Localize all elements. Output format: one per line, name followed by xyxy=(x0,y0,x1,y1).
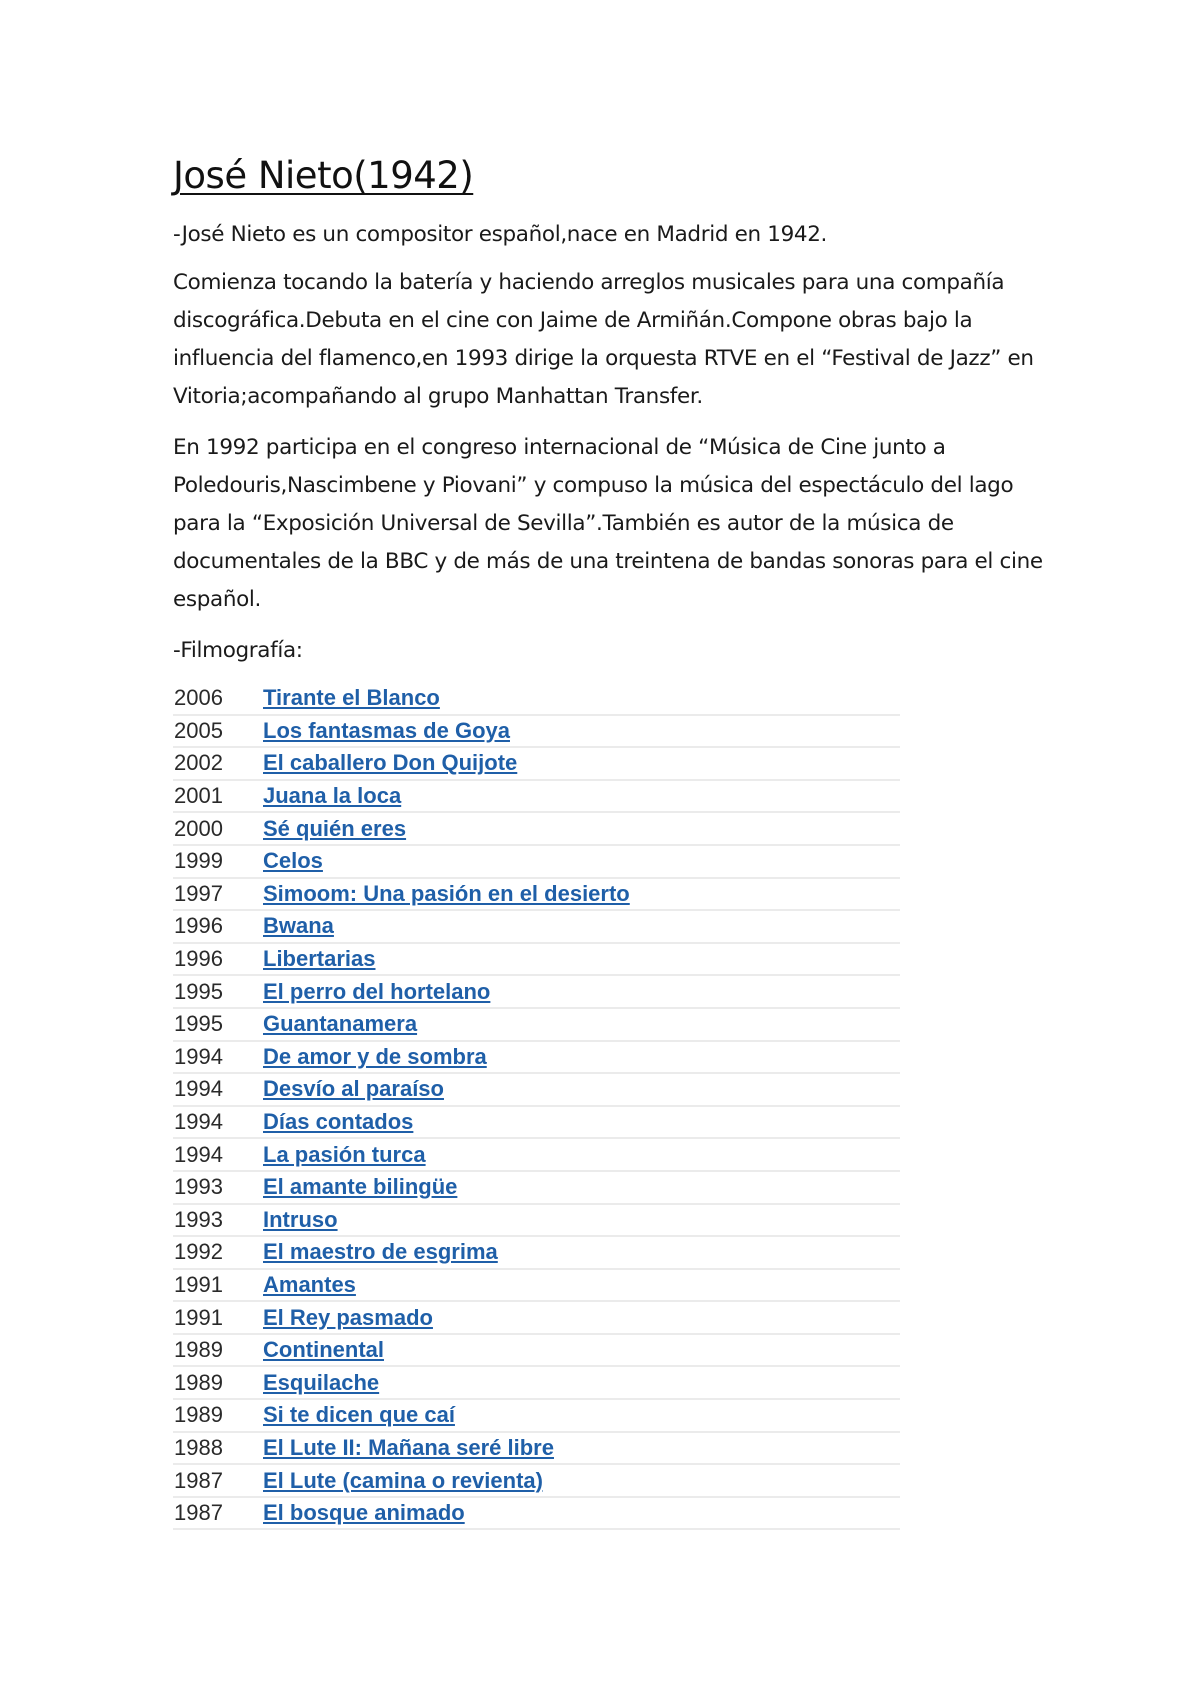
film-year: 1989 xyxy=(174,1402,223,1428)
film-title-link[interactable]: El Lute II: Mañana seré libre xyxy=(263,1434,554,1460)
table-row xyxy=(173,1236,900,1269)
table-row xyxy=(173,878,900,911)
table-row xyxy=(173,780,900,813)
document-title: José Nieto(1942) xyxy=(173,154,474,197)
film-year: 1994 xyxy=(174,1043,223,1069)
table-row xyxy=(173,1073,900,1106)
film-year: 2000 xyxy=(174,815,223,841)
filmography-table xyxy=(173,682,900,1530)
film-year: 1999 xyxy=(174,848,223,874)
table-row xyxy=(173,1366,900,1399)
filmography-list xyxy=(173,682,900,1529)
table-row xyxy=(173,1138,900,1171)
film-title-link[interactable]: Continental xyxy=(263,1337,384,1363)
film-year: 1996 xyxy=(174,946,223,972)
film-title-cell xyxy=(263,910,900,943)
film-title-cell xyxy=(263,1334,900,1367)
film-title-link[interactable]: Tirante el Blanco xyxy=(263,684,440,710)
film-title-link[interactable]: El amante bilingüe xyxy=(263,1174,458,1200)
film-title-cell xyxy=(263,1138,900,1171)
film-title-link[interactable]: El perro del hortelano xyxy=(263,978,491,1004)
film-year: 1993 xyxy=(174,1174,223,1200)
film-year: 1994 xyxy=(174,1076,223,1102)
film-year: 1995 xyxy=(174,978,223,1004)
film-year: 2006 xyxy=(174,684,223,710)
film-title-cell xyxy=(263,1301,900,1334)
film-year: 1992 xyxy=(174,1239,223,1265)
film-title-cell xyxy=(263,1236,900,1269)
paragraph-intro: -José Nieto es un compositor español,nace en Madrid en 1942. xyxy=(173,222,828,247)
film-title-link[interactable]: Amantes xyxy=(263,1271,356,1297)
film-title-link[interactable]: Los fantasmas de Goya xyxy=(263,717,510,743)
film-title-cell xyxy=(263,1269,900,1302)
film-title-link[interactable]: Guantanamera xyxy=(263,1011,418,1037)
film-title-link[interactable]: El maestro de esgrima xyxy=(263,1239,498,1265)
table-row xyxy=(173,975,900,1008)
table-row xyxy=(173,1171,900,1204)
film-title-cell xyxy=(263,812,900,845)
table-row xyxy=(173,1269,900,1302)
film-title-cell xyxy=(263,1497,900,1530)
table-row xyxy=(173,1399,900,1432)
film-title-link[interactable]: Libertarias xyxy=(263,946,376,972)
film-title-link[interactable]: Desvío al paraíso xyxy=(263,1076,444,1102)
film-title-link[interactable]: La pasión turca xyxy=(263,1141,426,1167)
table-row xyxy=(173,1204,900,1237)
table-row xyxy=(173,910,900,943)
film-title-cell xyxy=(263,1041,900,1074)
table-row xyxy=(173,715,900,748)
film-title-link[interactable]: Simoom: Una pasión en el desierto xyxy=(263,880,630,906)
film-title-link[interactable]: Bwana xyxy=(263,913,334,939)
film-year: 2001 xyxy=(174,783,223,809)
film-year: 1987 xyxy=(174,1467,223,1493)
film-title-cell xyxy=(263,1432,900,1465)
film-title-cell xyxy=(263,878,900,911)
table-row xyxy=(173,812,900,845)
film-year: 1989 xyxy=(174,1337,223,1363)
film-title-cell xyxy=(263,975,900,1008)
film-title-cell xyxy=(263,1008,900,1041)
table-row xyxy=(173,747,900,780)
film-title-link[interactable]: El bosque animado xyxy=(263,1500,465,1526)
film-title-cell xyxy=(263,1399,900,1432)
film-title-cell xyxy=(263,845,900,878)
film-year: 1997 xyxy=(174,880,223,906)
film-year: 1994 xyxy=(174,1109,223,1135)
film-title-link[interactable]: El caballero Don Quijote xyxy=(263,750,518,776)
film-title-link[interactable]: Celos xyxy=(263,848,323,874)
table-row xyxy=(173,682,900,715)
film-title-cell xyxy=(263,1366,900,1399)
table-row xyxy=(173,1301,900,1334)
film-title-link[interactable]: El Lute (camina o revienta) xyxy=(263,1467,543,1493)
document-page xyxy=(173,150,1053,1530)
table-row xyxy=(173,1432,900,1465)
film-title-cell xyxy=(263,747,900,780)
table-row xyxy=(173,1464,900,1497)
film-title-cell xyxy=(263,780,900,813)
film-title-link[interactable]: Intruso xyxy=(263,1206,338,1232)
film-title-cell xyxy=(263,1204,900,1237)
film-title-cell xyxy=(263,682,900,715)
table-row xyxy=(173,845,900,878)
table-row xyxy=(173,1008,900,1041)
film-title-link[interactable]: Días contados xyxy=(263,1109,414,1135)
film-year: 1987 xyxy=(174,1500,223,1526)
table-row xyxy=(173,1334,900,1367)
film-year: 1988 xyxy=(174,1434,223,1460)
film-title-cell xyxy=(263,715,900,748)
film-title-cell xyxy=(263,943,900,976)
table-row xyxy=(173,1497,900,1530)
table-row xyxy=(173,1041,900,1074)
film-year: 2002 xyxy=(174,750,223,776)
film-year: 1994 xyxy=(174,1141,223,1167)
film-year: 1989 xyxy=(174,1369,223,1395)
film-title-cell xyxy=(263,1073,900,1106)
film-title-link[interactable]: Sé quién eres xyxy=(263,815,407,841)
film-title-link[interactable]: De amor y de sombra xyxy=(263,1043,487,1069)
film-year: 1993 xyxy=(174,1206,223,1232)
film-year: 1995 xyxy=(174,1011,223,1037)
film-year: 1991 xyxy=(174,1271,223,1297)
film-title-link[interactable]: Esquilache xyxy=(263,1369,380,1395)
film-title-link[interactable]: Si te dicen que caí xyxy=(263,1402,455,1428)
film-title-link[interactable]: El Rey pasmado xyxy=(263,1304,433,1330)
film-year: 1991 xyxy=(174,1304,223,1330)
film-title-link[interactable]: Juana la loca xyxy=(263,783,402,809)
film-title-cell xyxy=(263,1464,900,1497)
film-title-cell xyxy=(263,1171,900,1204)
film-year: 1996 xyxy=(174,913,223,939)
table-row xyxy=(173,943,900,976)
paragraph-career: Comienza tocando la batería y haciendo arreglos musicales para una compañía discográfica.Debuta en el cine con Jaime de Armiñán.Compone obras bajo la influencia del flamenco,en 1993 dirige la orquesta RTVE en el “Festival de Jazz” en Vitoria;acompañando al grupo Manhattan Transfer. xyxy=(173,270,1034,409)
paragraph-congress: En 1992 participa en el congreso internacional de “Música de Cine junto a Poledouris,Nascimbene y Piovani” y compuso la música del espectáculo del lago para la “Exposición Universal de Sevilla”.También es autor de la música de documentales de la BBC y de más de una treintena de bandas sonoras para el cine español. xyxy=(173,435,1043,612)
table-row xyxy=(173,1106,900,1139)
film-title-cell xyxy=(263,1106,900,1139)
filmography-heading: -Filmografía: xyxy=(173,638,303,663)
film-year: 2005 xyxy=(174,717,223,743)
